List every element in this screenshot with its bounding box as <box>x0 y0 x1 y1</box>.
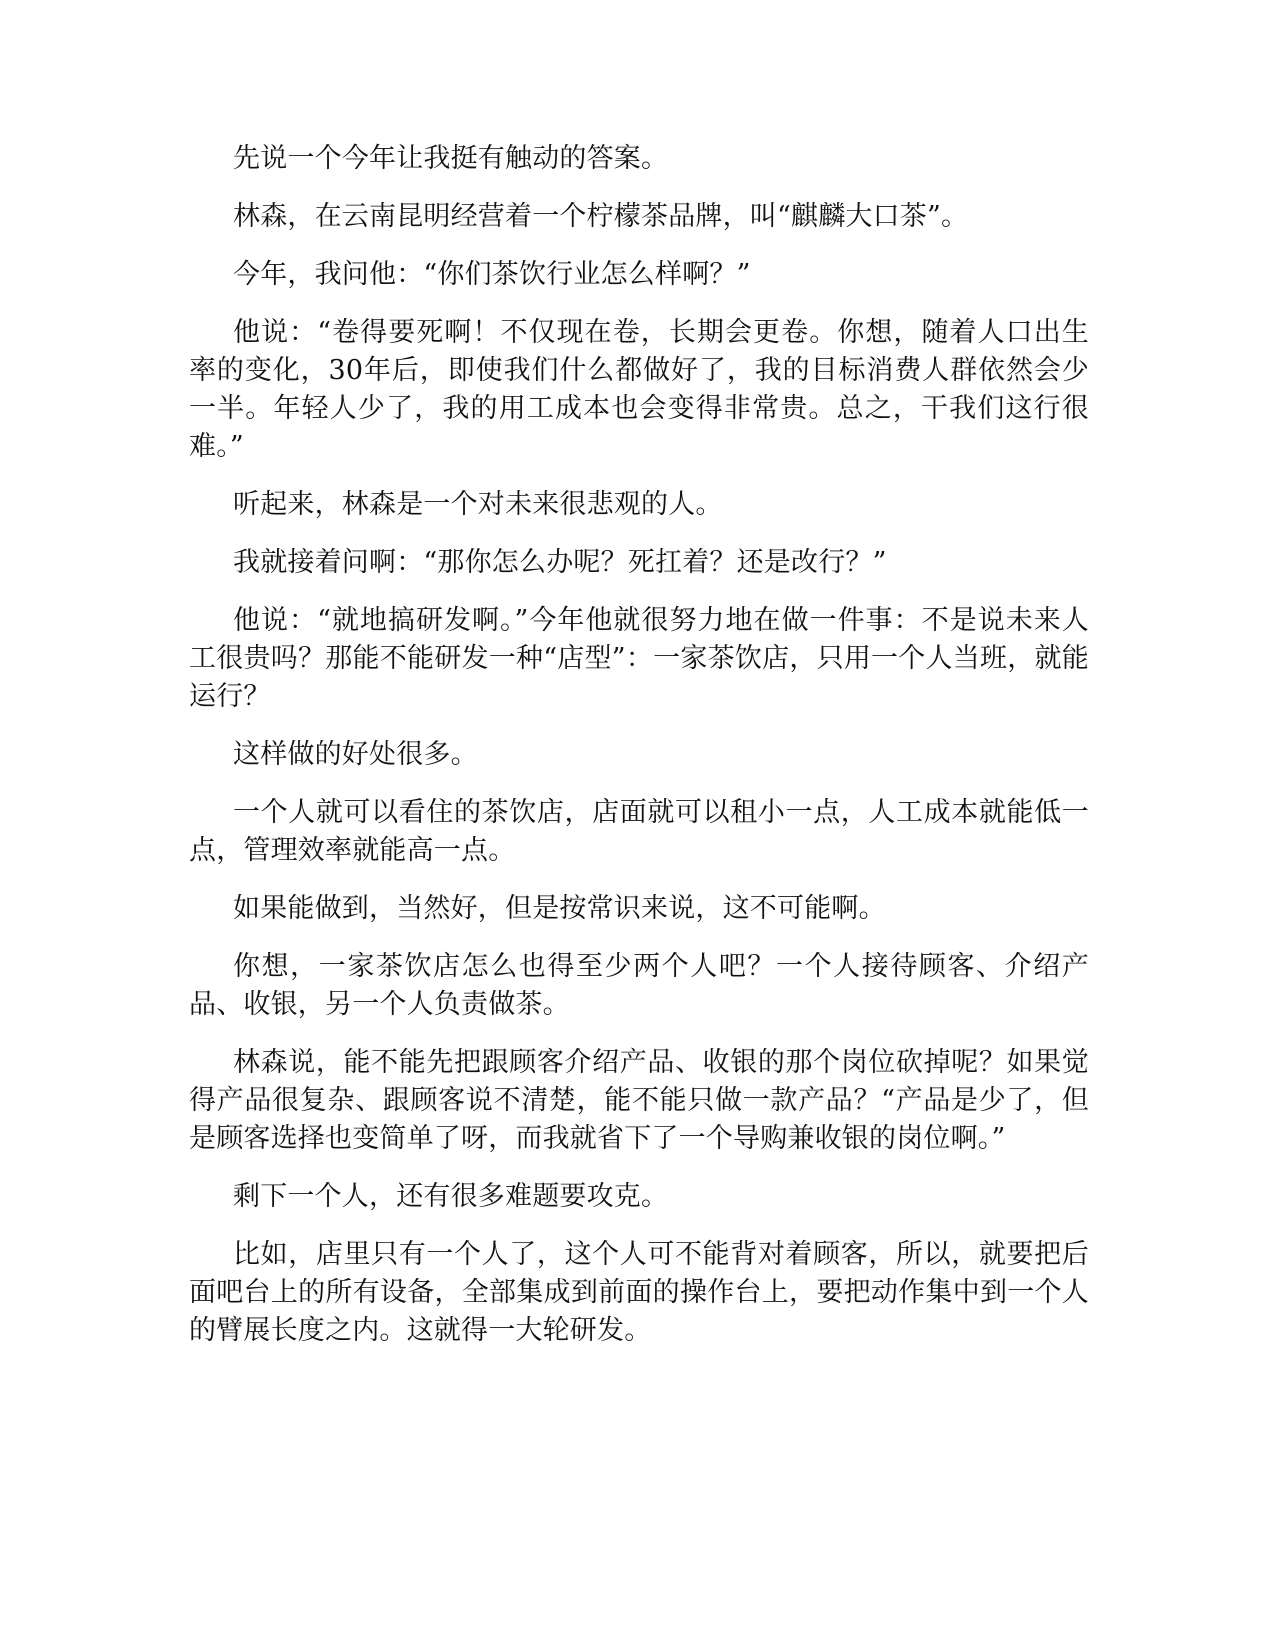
paragraph-4: 他说：“卷得要死啊！不仅现在卷，长期会更卷。你想，随着人口出生率的变化，30年后，即使我们什么都做好了，我的目标消费人群依然会少一半。年轻人少了，我的用工成本也会变得非常贵。总之，干我们这行很难。” <box>189 317 1089 462</box>
paragraph-8: 这样做的好处很多。 <box>233 739 478 770</box>
paragraph-9: 一个人就可以看住的茶饮店，店面就可以租小一点，人工成本就能低一点，管理效率就能高一点。 <box>189 797 1089 866</box>
paragraph-11: 你想，一家茶饮店怎么也得至少两个人吧？一个人接待顾客、介绍产品、收银，另一个人负责做茶。 <box>189 951 1089 1020</box>
paragraph-13: 剩下一个人，还有很多难题要攻克。 <box>233 1181 669 1212</box>
paragraph-14: 比如，店里只有一个人了，这个人可不能背对着顾客，所以，就要把后面吧台上的所有设备，全部集成到前面的操作台上，要把动作集中到一个人的臂展长度之内。这就得一大轮研发。 <box>189 1239 1089 1346</box>
paragraph-3: 今年，我问他：“你们茶饮行业怎么样啊？” <box>233 259 751 290</box>
document-body <box>189 140 1089 1370</box>
paragraph-2: 林森，在云南昆明经营着一个柠檬茶品牌，叫“麒麟大口茶”。 <box>233 201 969 232</box>
paragraph-1: 先说一个今年让我挺有触动的答案。 <box>233 143 669 174</box>
paragraph-7: 他说：“就地搞研发啊。”今年他就很努力地在做一件事：不是说未来人工很贵吗？那能不能研发一种“店型”：一家茶饮店，只用一个人当班，就能运行？ <box>189 605 1089 712</box>
paragraph-6: 我就接着问啊：“那你怎么办呢？死扛着？还是改行？” <box>233 547 887 578</box>
paragraph-10: 如果能做到，当然好，但是按常识来说，这不可能啊。 <box>233 893 886 924</box>
paragraph-5: 听起来，林森是一个对未来很悲观的人。 <box>233 489 723 520</box>
paragraph-12: 林森说，能不能先把跟顾客介绍产品、收银的那个岗位砍掉呢？如果觉得产品很复杂、跟顾客说不清楚，能不能只做一款产品？“产品是少了，但是顾客选择也变简单了呀，而我就省下了一个导购兼收银的岗位啊。” <box>189 1047 1089 1154</box>
